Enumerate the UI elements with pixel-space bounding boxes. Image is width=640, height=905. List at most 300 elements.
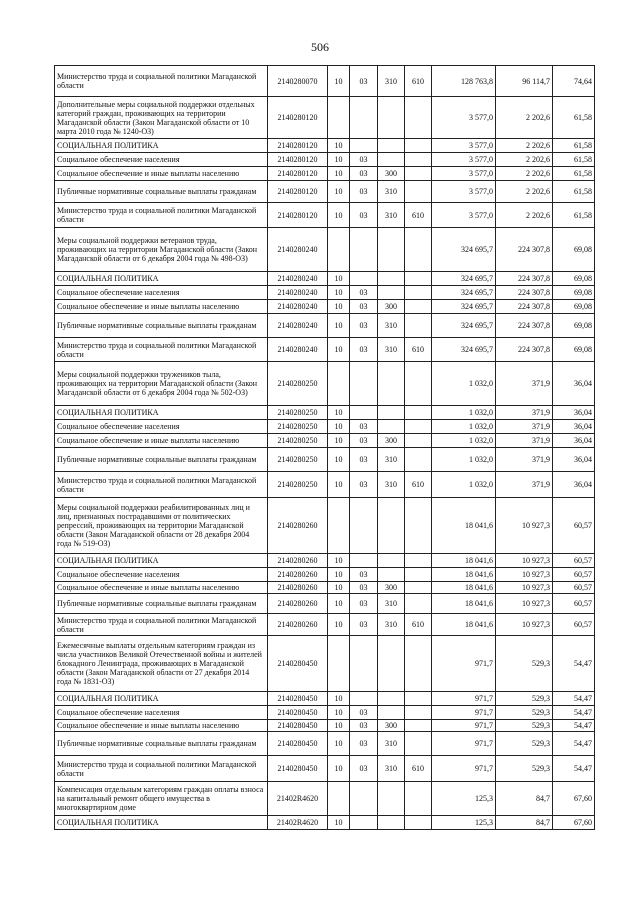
cell-target-code: 2140280450 bbox=[268, 636, 328, 692]
table-row bbox=[55, 756, 595, 782]
cell-admin-code bbox=[405, 568, 432, 582]
cell-name: Ежемесячные выплаты отдельным категориям граждан из числа участников Великой Отечественной войны и жителей блокадного Ленинграда, проживающих в Магаданской области (Закон Магаданской области от 27 декабря 2014 года № 1831-ОЗ) bbox=[55, 636, 268, 692]
cell-name: СОЦИАЛЬНАЯ ПОЛИТИКА bbox=[55, 272, 268, 286]
cell-subsection: 03 bbox=[350, 706, 378, 720]
cell-name: Социальное обеспечение населения bbox=[55, 568, 268, 582]
cell-section bbox=[328, 782, 350, 816]
cell-subsection: 03 bbox=[350, 756, 378, 782]
cell-expense-type bbox=[378, 816, 405, 830]
cell-actual-amount: 224 307,8 bbox=[496, 228, 553, 272]
cell-target-code: 2140280120 bbox=[268, 97, 328, 139]
cell-percent: 60,57 bbox=[553, 498, 595, 554]
cell-admin-code bbox=[405, 706, 432, 720]
cell-subsection bbox=[350, 362, 378, 406]
cell-name: Меры социальной поддержки реабилитированных лиц и лиц, признанных пострадавшими от политических репрессий, проживающих на территории Магаданской области (Закон Магаданской области от 28 декабря 2004 года № 519-ОЗ) bbox=[55, 498, 268, 554]
table-row bbox=[55, 338, 595, 362]
cell-name: Социальное обеспечение и иные выплаты населению bbox=[55, 167, 268, 181]
cell-section bbox=[328, 636, 350, 692]
cell-actual-amount: 371,9 bbox=[496, 448, 553, 472]
cell-percent: 61,58 bbox=[553, 167, 595, 181]
cell-plan-amount: 3 577,0 bbox=[432, 139, 496, 153]
table-row bbox=[55, 314, 595, 338]
cell-section: 10 bbox=[328, 706, 350, 720]
cell-name: Публичные нормативные социальные выплаты гражданам bbox=[55, 594, 268, 614]
cell-section bbox=[328, 362, 350, 406]
cell-subsection: 03 bbox=[350, 472, 378, 498]
cell-percent: 36,04 bbox=[553, 448, 595, 472]
cell-percent: 54,47 bbox=[553, 720, 595, 732]
table-row bbox=[55, 300, 595, 314]
cell-name: Компенсация отдельным категориям граждан оплаты взноса на капитальный ремонт общего имущества в многоквартирном доме bbox=[55, 782, 268, 816]
cell-expense-type bbox=[378, 406, 405, 420]
cell-plan-amount: 18 041,6 bbox=[432, 594, 496, 614]
cell-subsection: 03 bbox=[350, 338, 378, 362]
cell-percent: 61,58 bbox=[553, 181, 595, 203]
cell-admin-code bbox=[405, 406, 432, 420]
cell-admin-code bbox=[405, 732, 432, 756]
cell-name: СОЦИАЛЬНАЯ ПОЛИТИКА bbox=[55, 692, 268, 706]
table-row bbox=[55, 720, 595, 732]
cell-name: Министерство труда и социальной политики Магаданской области bbox=[55, 614, 268, 636]
table-row bbox=[55, 732, 595, 756]
cell-name: Министерство труда и социальной политики Магаданской области bbox=[55, 66, 268, 97]
cell-actual-amount: 10 927,3 bbox=[496, 498, 553, 554]
cell-admin-code: 610 bbox=[405, 338, 432, 362]
cell-plan-amount: 324 695,7 bbox=[432, 272, 496, 286]
cell-name: СОЦИАЛЬНАЯ ПОЛИТИКА bbox=[55, 816, 268, 830]
cell-actual-amount: 371,9 bbox=[496, 406, 553, 420]
cell-admin-code bbox=[405, 448, 432, 472]
cell-section: 10 bbox=[328, 720, 350, 732]
cell-plan-amount: 324 695,7 bbox=[432, 338, 496, 362]
cell-section: 10 bbox=[328, 420, 350, 434]
cell-actual-amount: 224 307,8 bbox=[496, 338, 553, 362]
cell-target-code: 2140280250 bbox=[268, 472, 328, 498]
cell-expense-type: 300 bbox=[378, 434, 405, 448]
cell-percent: 61,58 bbox=[553, 153, 595, 167]
cell-actual-amount: 2 202,6 bbox=[496, 203, 553, 228]
cell-plan-amount: 324 695,7 bbox=[432, 300, 496, 314]
cell-percent: 74,64 bbox=[553, 66, 595, 97]
table-row bbox=[55, 692, 595, 706]
cell-target-code: 2140280450 bbox=[268, 720, 328, 732]
cell-percent: 36,04 bbox=[553, 420, 595, 434]
cell-plan-amount: 1 032,0 bbox=[432, 362, 496, 406]
cell-actual-amount: 224 307,8 bbox=[496, 286, 553, 300]
cell-percent: 60,57 bbox=[553, 582, 595, 594]
table-row bbox=[55, 498, 595, 554]
cell-section: 10 bbox=[328, 756, 350, 782]
cell-expense-type bbox=[378, 286, 405, 300]
cell-section: 10 bbox=[328, 153, 350, 167]
cell-admin-code bbox=[405, 167, 432, 181]
cell-subsection: 03 bbox=[350, 568, 378, 582]
cell-section: 10 bbox=[328, 203, 350, 228]
cell-actual-amount: 84,7 bbox=[496, 782, 553, 816]
cell-target-code: 2140280260 bbox=[268, 594, 328, 614]
table-row bbox=[55, 362, 595, 406]
cell-name: Публичные нормативные социальные выплаты гражданам bbox=[55, 448, 268, 472]
cell-plan-amount: 18 041,6 bbox=[432, 614, 496, 636]
cell-name: Публичные нормативные социальные выплаты гражданам bbox=[55, 314, 268, 338]
cell-target-code: 2140280120 bbox=[268, 167, 328, 181]
cell-actual-amount: 2 202,6 bbox=[496, 181, 553, 203]
cell-admin-code bbox=[405, 498, 432, 554]
cell-target-code: 2140280450 bbox=[268, 692, 328, 706]
cell-target-code: 2140280070 bbox=[268, 66, 328, 97]
cell-expense-type: 310 bbox=[378, 614, 405, 636]
table-row bbox=[55, 472, 595, 498]
cell-actual-amount: 371,9 bbox=[496, 472, 553, 498]
cell-section: 10 bbox=[328, 568, 350, 582]
cell-percent: 36,04 bbox=[553, 362, 595, 406]
cell-target-code: 2140280240 bbox=[268, 286, 328, 300]
cell-subsection bbox=[350, 782, 378, 816]
cell-subsection bbox=[350, 554, 378, 568]
cell-target-code: 2140280450 bbox=[268, 756, 328, 782]
cell-subsection bbox=[350, 636, 378, 692]
cell-admin-code bbox=[405, 272, 432, 286]
cell-expense-type bbox=[378, 153, 405, 167]
cell-admin-code: 610 bbox=[405, 203, 432, 228]
cell-target-code: 2140280450 bbox=[268, 732, 328, 756]
cell-actual-amount: 2 202,6 bbox=[496, 153, 553, 167]
cell-target-code: 2140280260 bbox=[268, 498, 328, 554]
cell-expense-type: 300 bbox=[378, 167, 405, 181]
cell-name: Министерство труда и социальной политики Магаданской области bbox=[55, 472, 268, 498]
cell-percent: 69,08 bbox=[553, 272, 595, 286]
cell-admin-code bbox=[405, 362, 432, 406]
cell-admin-code bbox=[405, 139, 432, 153]
cell-actual-amount: 371,9 bbox=[496, 420, 553, 434]
cell-plan-amount: 18 041,6 bbox=[432, 554, 496, 568]
cell-percent: 54,47 bbox=[553, 706, 595, 720]
cell-subsection: 03 bbox=[350, 732, 378, 756]
cell-percent: 54,47 bbox=[553, 732, 595, 756]
cell-actual-amount: 10 927,3 bbox=[496, 582, 553, 594]
table-row bbox=[55, 272, 595, 286]
cell-admin-code: 610 bbox=[405, 472, 432, 498]
cell-percent: 54,47 bbox=[553, 692, 595, 706]
cell-actual-amount: 2 202,6 bbox=[496, 97, 553, 139]
cell-expense-type: 310 bbox=[378, 66, 405, 97]
cell-actual-amount: 224 307,8 bbox=[496, 300, 553, 314]
cell-name: СОЦИАЛЬНАЯ ПОЛИТИКА bbox=[55, 554, 268, 568]
cell-expense-type: 300 bbox=[378, 300, 405, 314]
cell-section: 10 bbox=[328, 406, 350, 420]
cell-plan-amount: 128 763,8 bbox=[432, 66, 496, 97]
cell-actual-amount: 529,3 bbox=[496, 720, 553, 732]
cell-percent: 61,58 bbox=[553, 97, 595, 139]
cell-name: Социальное обеспечение населения bbox=[55, 420, 268, 434]
cell-section: 10 bbox=[328, 448, 350, 472]
cell-percent: 67,60 bbox=[553, 782, 595, 816]
cell-target-code: 2140280260 bbox=[268, 554, 328, 568]
cell-target-code: 2140280240 bbox=[268, 314, 328, 338]
cell-plan-amount: 971,7 bbox=[432, 732, 496, 756]
cell-actual-amount: 96 114,7 bbox=[496, 66, 553, 97]
cell-plan-amount: 18 041,6 bbox=[432, 582, 496, 594]
cell-expense-type bbox=[378, 782, 405, 816]
cell-expense-type: 310 bbox=[378, 314, 405, 338]
cell-plan-amount: 1 032,0 bbox=[432, 420, 496, 434]
cell-admin-code bbox=[405, 181, 432, 203]
cell-plan-amount: 3 577,0 bbox=[432, 97, 496, 139]
cell-admin-code: 610 bbox=[405, 66, 432, 97]
cell-admin-code bbox=[405, 153, 432, 167]
cell-subsection bbox=[350, 406, 378, 420]
cell-actual-amount: 10 927,3 bbox=[496, 594, 553, 614]
cell-expense-type: 310 bbox=[378, 594, 405, 614]
cell-percent: 61,58 bbox=[553, 139, 595, 153]
table-row bbox=[55, 636, 595, 692]
cell-actual-amount: 10 927,3 bbox=[496, 554, 553, 568]
cell-section: 10 bbox=[328, 554, 350, 568]
cell-admin-code bbox=[405, 97, 432, 139]
cell-plan-amount: 1 032,0 bbox=[432, 406, 496, 420]
cell-target-code: 2140280120 bbox=[268, 139, 328, 153]
cell-section: 10 bbox=[328, 582, 350, 594]
cell-expense-type bbox=[378, 692, 405, 706]
cell-section: 10 bbox=[328, 314, 350, 338]
table-row bbox=[55, 582, 595, 594]
cell-expense-type: 310 bbox=[378, 732, 405, 756]
cell-subsection bbox=[350, 692, 378, 706]
table-row bbox=[55, 420, 595, 434]
cell-section: 10 bbox=[328, 692, 350, 706]
cell-expense-type bbox=[378, 362, 405, 406]
cell-admin-code bbox=[405, 420, 432, 434]
cell-subsection: 03 bbox=[350, 314, 378, 338]
cell-name: Дополнительные меры социальной поддержки отдельных категорий граждан, проживающих на территории Магаданской области (Закон Магаданской области от 10 марта 2010 года № 1240-ОЗ) bbox=[55, 97, 268, 139]
cell-name: Публичные нормативные социальные выплаты гражданам bbox=[55, 181, 268, 203]
cell-actual-amount: 529,3 bbox=[496, 706, 553, 720]
cell-target-code: 2140280250 bbox=[268, 448, 328, 472]
cell-name: Министерство труда и социальной политики Магаданской области bbox=[55, 338, 268, 362]
cell-plan-amount: 971,7 bbox=[432, 692, 496, 706]
cell-name: Социальное обеспечение и иные выплаты населению bbox=[55, 582, 268, 594]
cell-section: 10 bbox=[328, 167, 350, 181]
cell-section: 10 bbox=[328, 286, 350, 300]
cell-subsection: 03 bbox=[350, 203, 378, 228]
cell-name: СОЦИАЛЬНАЯ ПОЛИТИКА bbox=[55, 139, 268, 153]
cell-target-code: 21402R4620 bbox=[268, 816, 328, 830]
cell-target-code: 2140280120 bbox=[268, 153, 328, 167]
table-row bbox=[55, 167, 595, 181]
cell-subsection: 03 bbox=[350, 286, 378, 300]
cell-section: 10 bbox=[328, 434, 350, 448]
cell-target-code: 2140280450 bbox=[268, 706, 328, 720]
cell-percent: 60,57 bbox=[553, 594, 595, 614]
cell-actual-amount: 529,3 bbox=[496, 692, 553, 706]
cell-plan-amount: 971,7 bbox=[432, 720, 496, 732]
cell-actual-amount: 224 307,8 bbox=[496, 272, 553, 286]
cell-name: Социальное обеспечение населения bbox=[55, 286, 268, 300]
cell-section: 10 bbox=[328, 614, 350, 636]
cell-section bbox=[328, 498, 350, 554]
cell-subsection: 03 bbox=[350, 614, 378, 636]
cell-admin-code bbox=[405, 816, 432, 830]
table-row bbox=[55, 706, 595, 720]
cell-percent: 69,08 bbox=[553, 300, 595, 314]
table-row bbox=[55, 203, 595, 228]
cell-expense-type bbox=[378, 568, 405, 582]
cell-expense-type bbox=[378, 420, 405, 434]
cell-section: 10 bbox=[328, 732, 350, 756]
cell-plan-amount: 324 695,7 bbox=[432, 286, 496, 300]
cell-expense-type bbox=[378, 97, 405, 139]
cell-percent: 54,47 bbox=[553, 636, 595, 692]
cell-section: 10 bbox=[328, 66, 350, 97]
cell-target-code: 2140280250 bbox=[268, 406, 328, 420]
cell-admin-code: 610 bbox=[405, 756, 432, 782]
cell-plan-amount: 1 032,0 bbox=[432, 472, 496, 498]
cell-section: 10 bbox=[328, 816, 350, 830]
cell-plan-amount: 3 577,0 bbox=[432, 181, 496, 203]
cell-expense-type: 310 bbox=[378, 338, 405, 362]
cell-actual-amount: 371,9 bbox=[496, 434, 553, 448]
table-row bbox=[55, 782, 595, 816]
cell-name: Социальное обеспечение и иные выплаты населению bbox=[55, 434, 268, 448]
table-row bbox=[55, 614, 595, 636]
cell-actual-amount: 2 202,6 bbox=[496, 167, 553, 181]
cell-expense-type: 300 bbox=[378, 582, 405, 594]
cell-subsection: 03 bbox=[350, 448, 378, 472]
cell-actual-amount: 10 927,3 bbox=[496, 568, 553, 582]
cell-expense-type: 310 bbox=[378, 756, 405, 782]
cell-subsection bbox=[350, 272, 378, 286]
table-row bbox=[55, 554, 595, 568]
cell-expense-type bbox=[378, 498, 405, 554]
cell-section: 10 bbox=[328, 472, 350, 498]
cell-subsection bbox=[350, 498, 378, 554]
cell-percent: 69,08 bbox=[553, 338, 595, 362]
cell-target-code: 2140280250 bbox=[268, 434, 328, 448]
cell-actual-amount: 2 202,6 bbox=[496, 139, 553, 153]
table-row bbox=[55, 97, 595, 139]
table-row bbox=[55, 181, 595, 203]
cell-expense-type bbox=[378, 636, 405, 692]
cell-subsection bbox=[350, 139, 378, 153]
table-row bbox=[55, 139, 595, 153]
cell-subsection: 03 bbox=[350, 720, 378, 732]
cell-percent: 60,57 bbox=[553, 554, 595, 568]
cell-expense-type: 310 bbox=[378, 181, 405, 203]
cell-percent: 69,08 bbox=[553, 314, 595, 338]
cell-plan-amount: 971,7 bbox=[432, 636, 496, 692]
cell-subsection: 03 bbox=[350, 167, 378, 181]
table-row bbox=[55, 434, 595, 448]
cell-percent: 54,47 bbox=[553, 756, 595, 782]
table-row bbox=[55, 228, 595, 272]
table-row bbox=[55, 286, 595, 300]
cell-plan-amount: 3 577,0 bbox=[432, 167, 496, 181]
cell-expense-type: 300 bbox=[378, 720, 405, 732]
cell-plan-amount: 971,7 bbox=[432, 706, 496, 720]
cell-target-code: 2140280240 bbox=[268, 338, 328, 362]
cell-expense-type bbox=[378, 272, 405, 286]
cell-plan-amount: 18 041,6 bbox=[432, 498, 496, 554]
cell-name: Меры социальной поддержки тружеников тыла, проживающих на территории Магаданской области (Закон Магаданской области от 6 декабря 2004 года № 502-ОЗ) bbox=[55, 362, 268, 406]
cell-section bbox=[328, 97, 350, 139]
cell-percent: 69,08 bbox=[553, 286, 595, 300]
cell-plan-amount: 1 032,0 bbox=[432, 434, 496, 448]
table-row bbox=[55, 66, 595, 97]
cell-subsection: 03 bbox=[350, 153, 378, 167]
cell-percent: 60,57 bbox=[553, 614, 595, 636]
cell-percent: 60,57 bbox=[553, 568, 595, 582]
cell-subsection: 03 bbox=[350, 594, 378, 614]
cell-target-code: 2140280240 bbox=[268, 300, 328, 314]
cell-plan-amount: 125,3 bbox=[432, 816, 496, 830]
cell-admin-code bbox=[405, 554, 432, 568]
cell-section: 10 bbox=[328, 594, 350, 614]
cell-actual-amount: 224 307,8 bbox=[496, 314, 553, 338]
cell-plan-amount: 971,7 bbox=[432, 756, 496, 782]
cell-section: 10 bbox=[328, 338, 350, 362]
cell-target-code: 2140280260 bbox=[268, 582, 328, 594]
cell-admin-code: 610 bbox=[405, 614, 432, 636]
cell-name: Министерство труда и социальной политики Магаданской области bbox=[55, 756, 268, 782]
cell-subsection: 03 bbox=[350, 582, 378, 594]
cell-name: Социальное обеспечение и иные выплаты населению bbox=[55, 720, 268, 732]
cell-plan-amount: 1 032,0 bbox=[432, 448, 496, 472]
cell-admin-code bbox=[405, 300, 432, 314]
cell-admin-code bbox=[405, 434, 432, 448]
cell-name: Социальное обеспечение населения bbox=[55, 153, 268, 167]
table-row bbox=[55, 816, 595, 830]
cell-target-code: 2140280120 bbox=[268, 203, 328, 228]
cell-admin-code bbox=[405, 636, 432, 692]
cell-target-code: 2140280120 bbox=[268, 181, 328, 203]
page-number: 506 bbox=[311, 40, 329, 54]
table-row bbox=[55, 594, 595, 614]
cell-subsection: 03 bbox=[350, 300, 378, 314]
cell-target-code: 21402R4620 bbox=[268, 782, 328, 816]
cell-expense-type bbox=[378, 139, 405, 153]
cell-subsection bbox=[350, 228, 378, 272]
cell-admin-code bbox=[405, 692, 432, 706]
cell-admin-code bbox=[405, 720, 432, 732]
cell-plan-amount: 324 695,7 bbox=[432, 314, 496, 338]
cell-subsection bbox=[350, 97, 378, 139]
cell-subsection: 03 bbox=[350, 420, 378, 434]
cell-expense-type bbox=[378, 228, 405, 272]
cell-percent: 36,04 bbox=[553, 472, 595, 498]
budget-table bbox=[54, 65, 595, 830]
cell-actual-amount: 529,3 bbox=[496, 756, 553, 782]
cell-actual-amount: 84,7 bbox=[496, 816, 553, 830]
cell-percent: 36,04 bbox=[553, 434, 595, 448]
cell-section bbox=[328, 228, 350, 272]
table-row bbox=[55, 568, 595, 582]
cell-expense-type bbox=[378, 706, 405, 720]
cell-expense-type: 310 bbox=[378, 448, 405, 472]
table-body bbox=[55, 66, 595, 830]
cell-expense-type: 310 bbox=[378, 472, 405, 498]
cell-name: Меры социальной поддержки ветеранов труда, проживающих на территории Магаданской области (Закон Магаданской области от 6 декабря 2004 года № 498-ОЗ) bbox=[55, 228, 268, 272]
table-row bbox=[55, 153, 595, 167]
cell-percent: 61,58 bbox=[553, 203, 595, 228]
cell-subsection: 03 bbox=[350, 181, 378, 203]
cell-name: Социальное обеспечение и иные выплаты населению bbox=[55, 300, 268, 314]
cell-admin-code bbox=[405, 286, 432, 300]
cell-subsection: 03 bbox=[350, 434, 378, 448]
cell-plan-amount: 18 041,6 bbox=[432, 568, 496, 582]
cell-target-code: 2140280250 bbox=[268, 362, 328, 406]
cell-target-code: 2140280250 bbox=[268, 420, 328, 434]
cell-section: 10 bbox=[328, 139, 350, 153]
